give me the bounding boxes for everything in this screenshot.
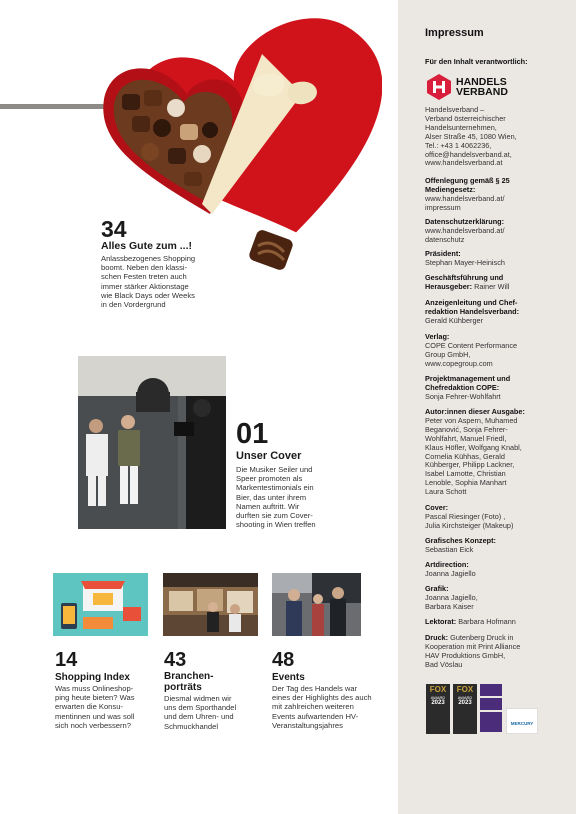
- item-title: Unser Cover: [236, 450, 302, 462]
- fox-award-badge: FOX AWARD 2023: [453, 684, 477, 734]
- design-block: Grafisches Konzept: Sebastian Eick: [425, 536, 496, 554]
- mercury-award-badge: MERCURY: [506, 708, 538, 734]
- item-title: Events: [272, 672, 305, 683]
- item-description: Die Musiker Seiler und Speer promoten als Markentestimonials ein Bier, das unter ihrem Namen auftritt. Wir durften sie zum Cover- shooting in Wien treffen: [236, 465, 316, 530]
- impressum-title: Impressum: [425, 27, 484, 39]
- item-page-number: 43: [164, 649, 187, 671]
- shop-interior-photo: [163, 573, 258, 636]
- item-title: Shopping Index: [55, 672, 130, 683]
- project-block: Projektmanagement und Chefredaktion COPE: Sonja Fehrer-Wohlfahrt: [425, 374, 511, 401]
- item-page-number: 34: [101, 216, 127, 242]
- item-description: Diesmal widmen wir uns dem Sporthandel und dem Uhren- und Schmuckhandel: [164, 694, 237, 731]
- item-page-number: 48: [272, 649, 295, 671]
- cover-shoot-photo: [78, 356, 226, 529]
- item-page-number: 01: [236, 418, 269, 450]
- handelsverband-logo: HANDELS VERBAND: [427, 73, 508, 101]
- address-block: Handelsverband – Verband österreichischer Handelsunternehmen, Alser Straße 45, 1080 Wien, Tel.: +43 1 4062236, office@handelsverband.at, www.handelsverband.at: [425, 105, 517, 168]
- handelsverband-logo-icon: [427, 74, 451, 100]
- shopping-index-illustration: [53, 573, 148, 636]
- chocolate-praline-image: [244, 224, 300, 280]
- item-title: Branchen- porträts: [164, 671, 214, 693]
- graphics-block: Grafik: Joanna Jagiello, Barbara Kaiser: [425, 584, 478, 611]
- publisher-block: Verlag: COPE Content Performance Group GmbH, www.copegroup.com: [425, 332, 518, 368]
- item-page-number: 14: [55, 649, 78, 671]
- award-badge: [480, 698, 502, 710]
- award-badge: [480, 684, 502, 696]
- cover-credits-block: Cover: Pascal Riesinger (Foto) , Julia Kirchsteiger (Makeup): [425, 503, 514, 530]
- event-photo: [272, 573, 361, 636]
- responsible-label: Für den Inhalt verantwortlich:: [425, 57, 528, 66]
- lektorat-block: Lektorat: Barbara Hofmann: [425, 617, 516, 626]
- item-description: Was muss Onlineshop- ping heute bieten? Was erwarten die Konsu- mentinnen und was soll sich noch verbessern?: [55, 684, 135, 730]
- fox-award-badge: FOX AWARD 2023: [426, 684, 450, 734]
- item-description: Anlassbezogenes Shopping boomt. Neben den klassi- schen Festen treten auch immer stärker Aktionstage wie Black Days oder Weeks in den Vordergrund: [101, 254, 196, 310]
- item-title: Alles Gute zum ...!: [101, 240, 193, 252]
- disclosure-block: Offenlegung gemäß § 25 Mediengesetz: www.handelsverband.at/ impressum: [425, 176, 510, 212]
- authors-block: Autor:innen dieser Ausgabe: Peter von Aspern, Muhamed Beganović, Sonja Fehrer- Wohlfahrt, Manuel Friedl, Klaus Höfler, Wolfgang Knabl, Cornelia Kühhas, Gerald Kühberger, Philipp Lackner, Isabel Lamotte, Christian Lenoble, Sophia Manhart Laura Schott: [425, 407, 525, 497]
- impressum-column: [398, 0, 576, 814]
- award-badge: [480, 712, 502, 732]
- artdirection-block: Artdirection: Joanna Jagiello: [425, 560, 476, 578]
- privacy-block: Datenschutzerklärung: www.handelsverband.at/ datenschutz: [425, 217, 505, 244]
- president-block: Präsident: Stephan Mayer-Heinisch: [425, 249, 505, 267]
- print-block: Druck: Gutenberg Druck in Kooperation mit Print Alliance HAV Produktions GmbH, Bad Vöslau: [425, 633, 521, 669]
- management-block: Geschäftsführung und Herausgeber: Rainer Will: [425, 273, 510, 291]
- editor-block: Anzeigenleitung und Chef- redaktion Handelsverband: Gerald Kühberger: [425, 298, 520, 325]
- item-description: Der Tag des Handels war eines der Highlights des auch mit zahlreichen weiteren Events aufwartenden HV- Veranstaltungsjahres: [272, 684, 372, 730]
